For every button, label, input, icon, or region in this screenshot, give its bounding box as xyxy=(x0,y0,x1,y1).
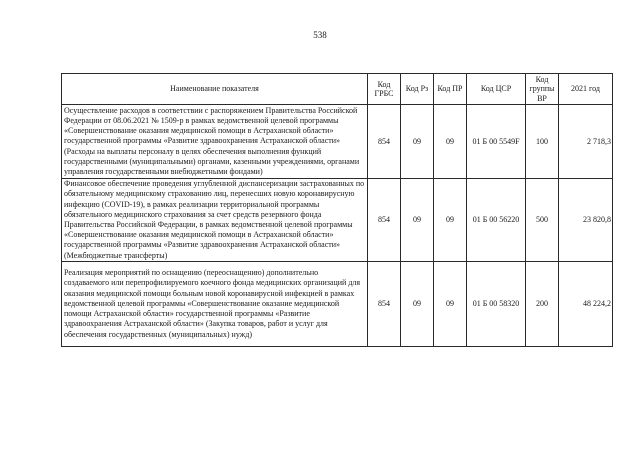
row-vr: 100 xyxy=(526,105,559,179)
header-rz: Код Рз xyxy=(401,74,434,105)
header-vr: Код группы ВР xyxy=(526,74,559,105)
budget-table xyxy=(61,73,613,347)
header-csr: Код ЦСР xyxy=(467,74,526,105)
row-pr: 09 xyxy=(434,179,467,262)
header-grbs: Код ГРБС xyxy=(368,74,401,105)
row-description: Реализация мероприятий по оснащению (переоснащению) дополнительно создаваемого или перепрофилируемого коечного фонда медицинских организаций для оказания медицинской помощи больным новой коронавирусной инфекцией в рамках ведомственной целевой программы «Совершенствование оказание медицинской помощи Астраханской области» государственной программы «Развитие здравоохранения Астраханской области» (Закупка товаров, работ и услуг для обеспечения государственных (муниципальных) нужд) xyxy=(62,262,368,347)
row-amount: 2 718,3 xyxy=(559,105,613,179)
row-grbs: 854 xyxy=(368,105,401,179)
table-row xyxy=(62,262,613,347)
table-row xyxy=(62,179,613,262)
row-rz: 09 xyxy=(401,179,434,262)
row-amount: 48 224,2 xyxy=(559,262,613,347)
row-pr: 09 xyxy=(434,262,467,347)
row-vr: 500 xyxy=(526,179,559,262)
header-pr: Код ПР xyxy=(434,74,467,105)
row-vr: 200 xyxy=(526,262,559,347)
row-grbs: 854 xyxy=(368,262,401,347)
header-year: 2021 год xyxy=(559,74,613,105)
row-rz: 09 xyxy=(401,105,434,179)
row-rz: 09 xyxy=(401,262,434,347)
row-description: Финансовое обеспечение проведения углубленной диспансеризации застрахованных по обязательному медицинскому страхованию лиц, перенесших новую коронавирусную инфекцию (COVID-19), в рамках реализации территориальной программы обязательного медицинского страхования за счет средств резервного фонда Правительства Российской Федерации, в рамках ведомственной целевой программы «Совершенствование оказания медицинской помощи в Астраханской области» государственной программы «Развитие здравоохранения Астраханской области» (Межбюджетные трансферты) xyxy=(62,179,368,262)
row-amount: 23 820,8 xyxy=(559,179,613,262)
row-pr: 09 xyxy=(434,105,467,179)
table-header-row xyxy=(62,74,613,105)
row-description: Осуществление расходов в соответствии с распоряжением Правительства Российской Федерации от 08.06.2021 № 1509-р в рамках ведомственной целевой программы «Совершенствование оказания медицинской помощи в Астраханской области» государственной программы «Развитие здравоохранения Астраханской области» (Расходы на выплаты персоналу в целях обеспечения выполнения функций государственными (муниципальными) органами, казенными учреждениями, органами управления государственными внебюджетными фондами) xyxy=(62,105,368,179)
row-csr: 01 Б 00 5549F xyxy=(467,105,526,179)
row-csr: 01 Б 00 56220 xyxy=(467,179,526,262)
row-grbs: 854 xyxy=(368,179,401,262)
header-name: Наименование показателя xyxy=(62,74,368,105)
page-number: 538 xyxy=(313,30,327,40)
row-csr: 01 Б 00 58320 xyxy=(467,262,526,347)
table-row xyxy=(62,105,613,179)
